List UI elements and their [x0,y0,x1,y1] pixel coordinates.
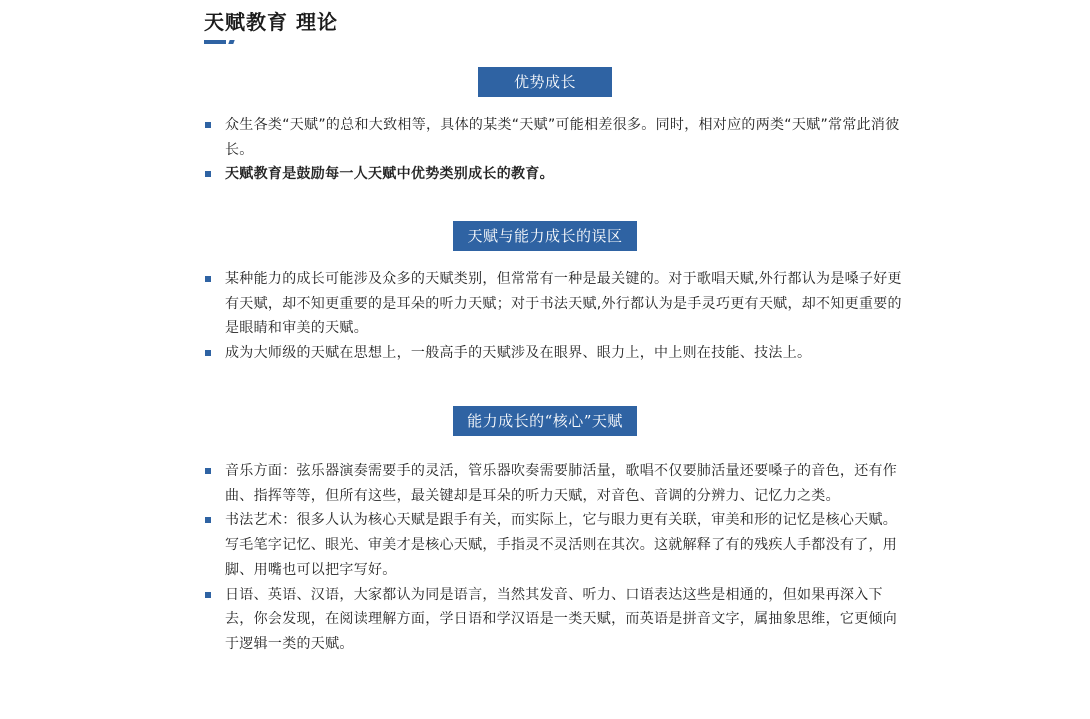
list-item [204,113,904,162]
list-item-text: 音乐方面：弦乐器演奏需要手的灵活，管乐器吹奏需要肺活量，歌唱不仅要肺活量还要嗓子的音色，还有作曲、指挥等等，但所有这些，最关键却是耳朵的听力天赋，对音色、音调的分辨力、记忆力之类。 [225,463,898,504]
list-item [204,162,904,187]
bullet-marker [205,592,211,598]
section-1-list [204,113,904,187]
list-item [204,267,904,341]
list-item-text: 众生各类“天赋”的总和大致相等，具体的某类“天赋”可能相差很多。同时，相对应的两类“天赋”常常此消彼长。 [225,117,900,158]
list-item [204,508,904,582]
page-title: 天赋教育 理论 [204,10,338,34]
bullet-marker [205,276,211,282]
section-heading-advantage-growth: 优势成长 [478,67,612,97]
list-item-text: 书法艺术：很多人认为核心天赋是跟手有关，而实际上，它与眼力更有关联，审美和形的记忆是核心天赋。写毛笔字记忆、眼光、审美才是核心天赋，手指灵不灵活则在其次。这就解释了有的残疾人手都没有了，用脚、用嘴也可以把字写好。 [225,512,898,578]
bullet-marker [205,122,211,128]
list-item [204,459,904,508]
list-item-text: 成为大师级的天赋在思想上，一般高手的天赋涉及在眼界、眼力上，中上则在技能、技法上。 [225,345,812,362]
list-item-text: 某种能力的成长可能涉及众多的天赋类别，但常常有一种是最关键的。对于歌唱天赋,外行都认为是嗓子好更有天赋，却不知更重要的是耳朵的听力天赋；对于书法天赋,外行都认为是手灵巧更有天赋，却不知更重要的是眼睛和审美的天赋。 [225,271,902,337]
title-underline [204,40,234,44]
section-3-list [204,459,904,657]
list-item-text: 日语、英语、汉语，大家都认为同是语言，当然其发音、听力、口语表达这些是相通的，但如果再深入下去，你会发现，在阅读理解方面，学日语和学汉语是一类天赋，而英语是拼音文字，属抽象思维，它更倾向于逻辑一类的天赋。 [225,586,898,652]
section-heading-misconceptions: 天赋与能力成长的误区 [453,221,637,251]
section-2-list [204,267,904,366]
section-heading-core-talent: 能力成长的“核心”天赋 [453,406,637,436]
title-underline-bar [204,40,226,44]
list-item [204,583,904,657]
bullet-marker [205,468,211,474]
bullet-marker [205,517,211,523]
title-underline-accent [228,40,234,44]
list-item-text: 天赋教育是鼓励每一人天赋中优势类别成长的教育。 [225,166,554,183]
bullet-marker [205,171,211,177]
bullet-marker [205,350,211,356]
list-item [204,341,904,366]
